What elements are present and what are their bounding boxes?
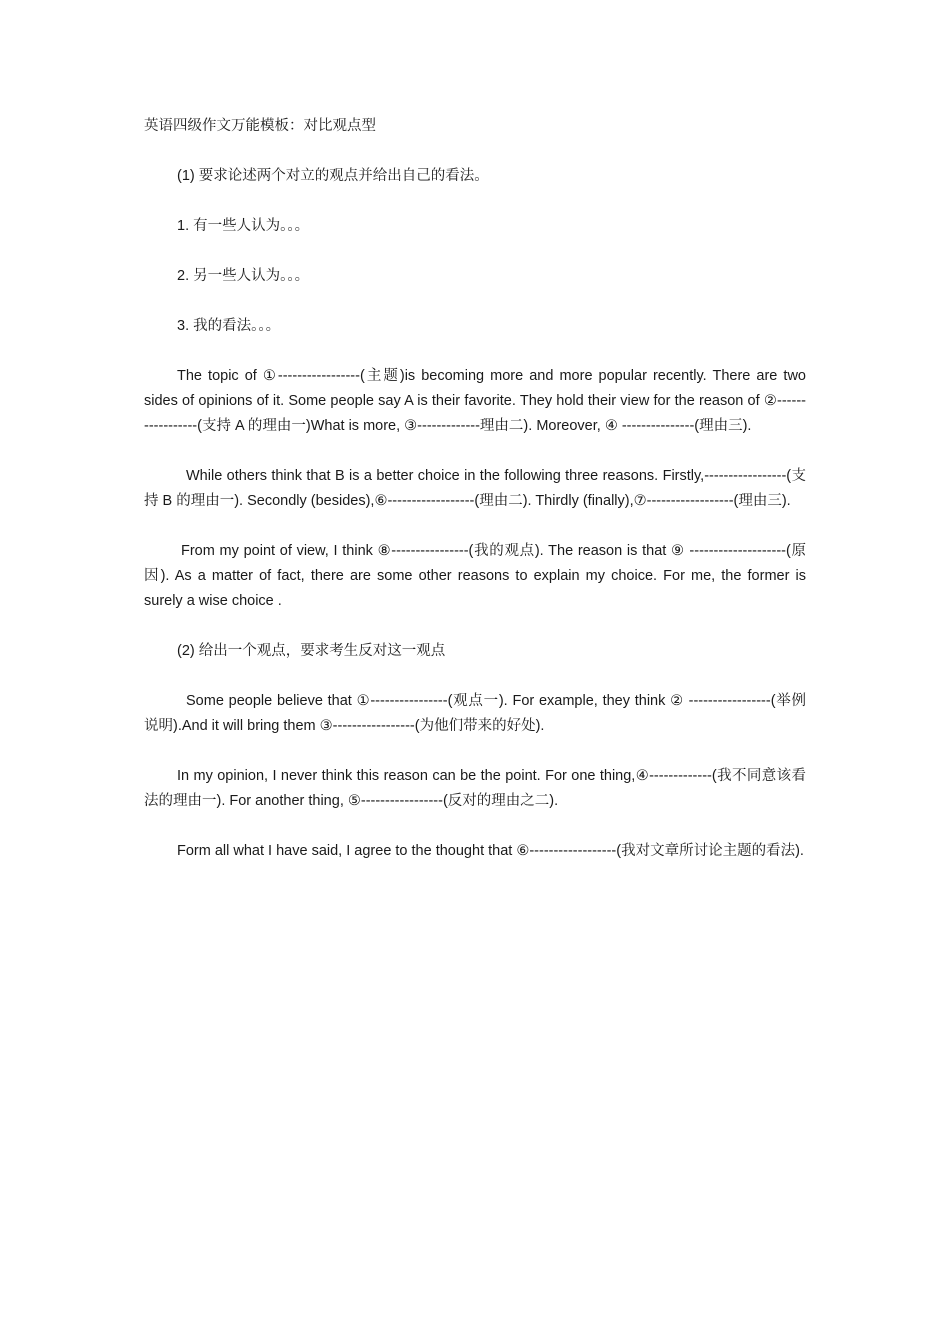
list-item: 2. 另一些人认为。。。 xyxy=(177,268,310,284)
paragraph-my-opinion: In my opinion, I never think this reason can be the point. For one thing,④-------------(我不同意该看法的理由一). For another thing, ⑤-----------------(反对的理由之二). xyxy=(144,768,806,809)
paragraph-conclusion: Form all what I have said, I agree to the thought that ⑥------------------(我对文章所讨论主题的看法). xyxy=(177,843,804,859)
paragraph-some-people: Some people believe that ①----------------(观点一). For example, they think ② -----------------(举例说明).And it will bring them ③-----------------(为他们带来的好处). xyxy=(144,693,806,734)
list-item: 1. 有一些人认为。。。 xyxy=(177,218,310,234)
section-2-heading: (2) 给出一个观点，要求考生反对这一观点 xyxy=(177,643,446,659)
paragraph-topic: The topic of ①-----------------(主题)is becoming more and more popular recently. There are two sides of opinions of it. Some people say A is their favorite. They hold their view for the reason of ②-----------------(支持 A 的理由一)What is more, ③-------------理由二). Moreover, ④ ---------------(理由三). xyxy=(144,368,806,434)
paragraph-my-view: From my point of view, I think ⑧----------------(我的观点). The reason is that ⑨ --------------------(原因). As a matter of fact, there are some other reasons to explain my choice. For me, the former is surely a wise choice . xyxy=(144,543,806,609)
document-title: 英语四级作文万能模板：对比观点型 xyxy=(144,118,376,134)
section-1-heading: (1) 要求论述两个对立的观点并给出自己的看法。 xyxy=(177,168,489,184)
document-body xyxy=(144,114,806,889)
list-item: 3. 我的看法。。。 xyxy=(177,318,281,334)
paragraph-others: While others think that B is a better choice in the following three reasons. Firstly,-----------------(支持 B 的理由一). Secondly (besides),⑥------------------(理由二). Thirdly (finally),⑦------------------(理由三). xyxy=(144,468,806,509)
